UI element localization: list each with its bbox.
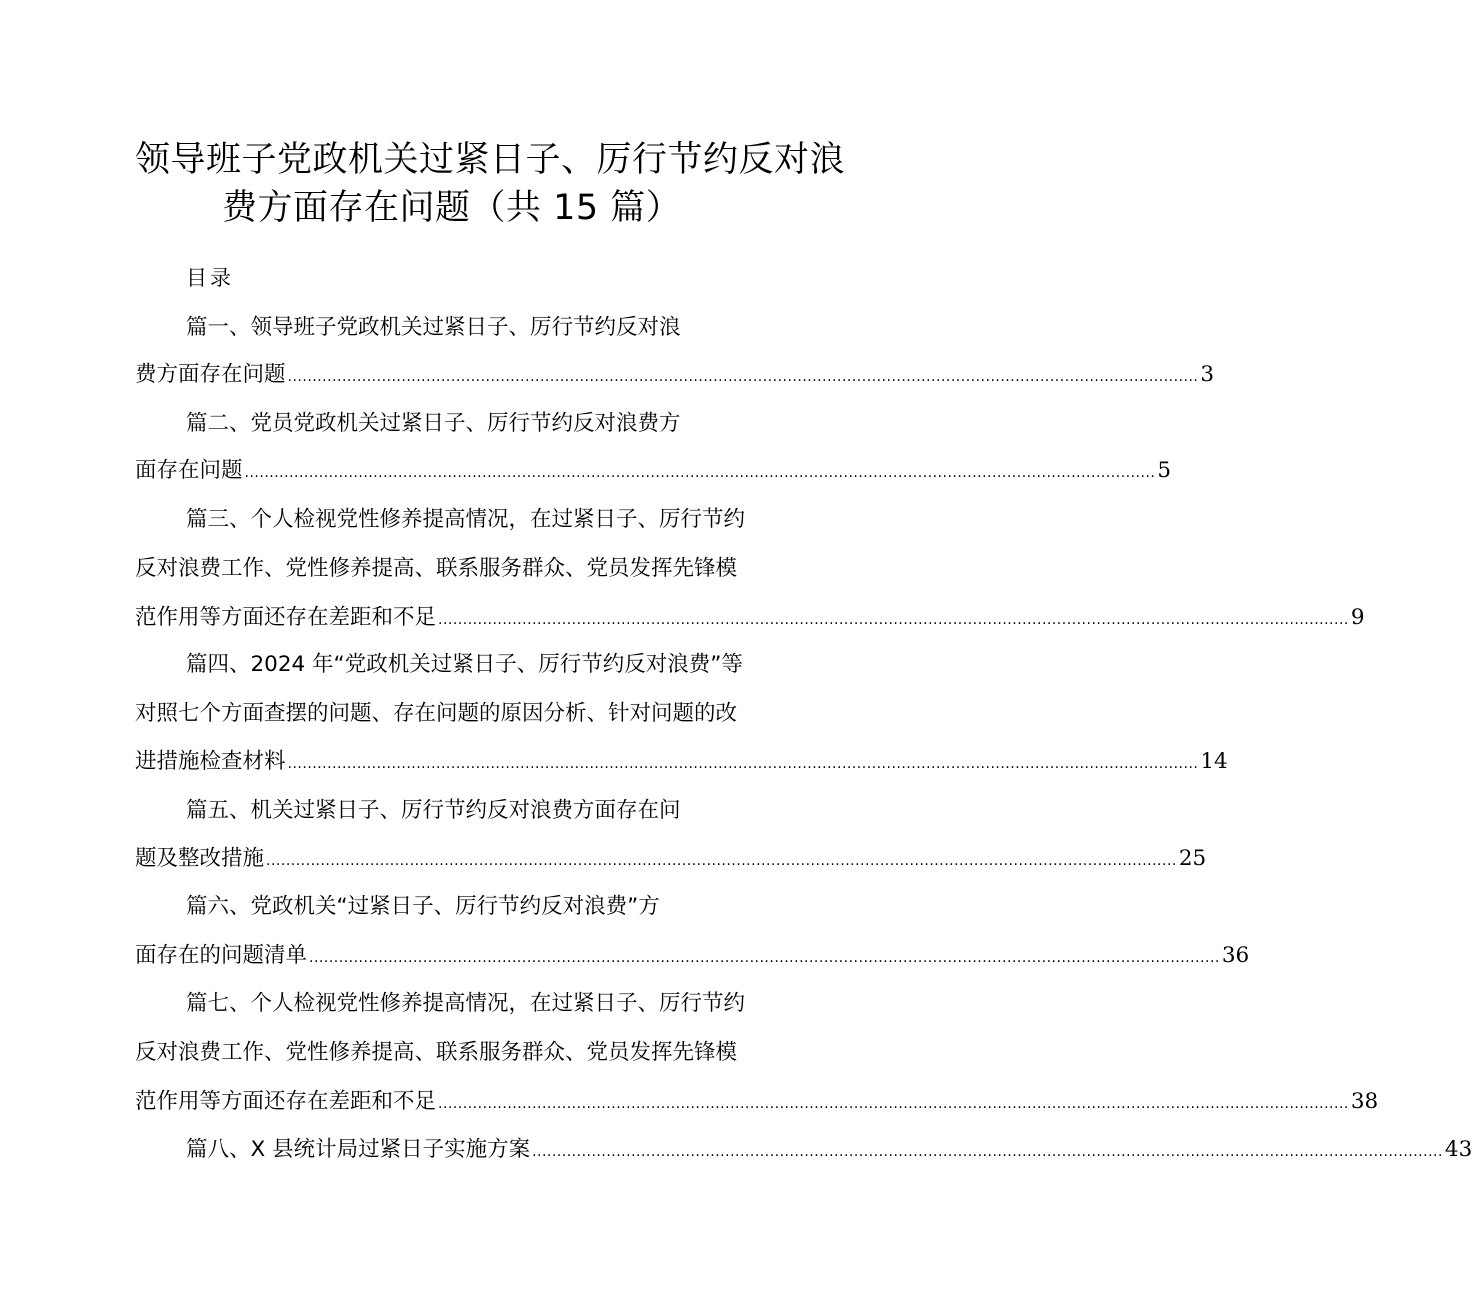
toc-page-number: 9 [1350, 605, 1365, 630]
toc-entry-text: 篇八、X 县统计局过紧日子实施方案 [186, 1137, 531, 1162]
toc-entry-4-line-2: 对照七个方面查摆的问题、存在问题的原因分析、针对问题的改 [135, 701, 738, 726]
toc-entry-5-line-1: 篇五、机关过紧日子、厉行节约反对浪费方面存在问 [186, 798, 681, 823]
toc-entry-text: 面存在的问题清单 [135, 943, 308, 968]
dot-leader: ........................................................................................................................................................................................ [532, 1144, 1443, 1160]
toc-page-number: 14 [1200, 749, 1228, 774]
document-title-line-1: 领导班子党政机关过紧日子、厉行节约反对浪 [135, 140, 846, 180]
toc-page-number: 43 [1444, 1137, 1472, 1162]
toc-entry-7-last-line[interactable] [135, 1088, 1379, 1118]
toc-entry-text: 题及整改措施 [135, 846, 265, 871]
dot-leader: ........................................................................................................................................................................................ [266, 853, 1177, 869]
dot-leader: ........................................................................................................................................................................................ [438, 1096, 1349, 1112]
toc-page-number: 3 [1200, 362, 1215, 387]
dot-leader: ........................................................................................................................................................................................ [287, 756, 1199, 772]
toc-entry-3-line-2: 反对浪费工作、党性修养提高、联系服务群众、党员发挥先锋模 [135, 556, 738, 581]
toc-entry-2-line-1: 篇二、党员党政机关过紧日子、厉行节约反对浪费方 [186, 411, 681, 436]
toc-entry-text: 面存在问题 [135, 458, 243, 483]
toc-entry-7-line-1: 篇七、个人检视党性修养提高情况，在过紧日子、厉行节约 [186, 991, 746, 1016]
toc-page-number: 36 [1221, 943, 1250, 968]
toc-page-number: 5 [1157, 458, 1172, 483]
toc-entry-1-last-line[interactable] [135, 361, 1215, 391]
toc-entry-8-last-line[interactable] [186, 1136, 1472, 1166]
toc-entry-1-line-1: 篇一、领导班子党政机关过紧日子、厉行节约反对浪 [186, 315, 681, 340]
toc-entry-3-last-line[interactable] [135, 604, 1365, 634]
toc-entry-6-last-line[interactable] [135, 942, 1250, 972]
toc-entry-7-line-2: 反对浪费工作、党性修养提高、联系服务群众、党员发挥先锋模 [135, 1040, 738, 1065]
document-title-line-2: 费方面存在问题（共 15 篇） [222, 188, 682, 228]
toc-page-number: 38 [1350, 1089, 1379, 1114]
toc-entry-text: 进措施检查材料 [135, 749, 286, 774]
toc-entry-3-line-1: 篇三、个人检视党性修养提高情况，在过紧日子、厉行节约 [186, 507, 746, 532]
toc-entry-text: 范作用等方面还存在差距和不足 [135, 605, 437, 630]
toc-entry-4-last-line[interactable] [135, 748, 1228, 778]
toc-heading: 目录 [186, 266, 234, 290]
toc-entry-6-line-1: 篇六、党政机关“过紧日子、厉行节约反对浪费”方 [186, 894, 660, 919]
dot-leader: ........................................................................................................................................................................................ [244, 465, 1156, 481]
toc-entry-5-last-line[interactable] [135, 845, 1207, 875]
dot-leader: ........................................................................................................................................................................................ [309, 950, 1220, 966]
toc-entry-4-line-1: 篇四、2024 年“党政机关过紧日子、厉行节约反对浪费”等 [186, 652, 743, 677]
toc-entry-text: 费方面存在问题 [135, 362, 286, 387]
dot-leader: ........................................................................................................................................................................................ [438, 612, 1349, 628]
toc-entry-2-last-line[interactable] [135, 457, 1172, 487]
toc-page-number: 25 [1178, 846, 1207, 871]
dot-leader: ........................................................................................................................................................................................ [287, 369, 1199, 385]
toc-entry-text: 范作用等方面还存在差距和不足 [135, 1089, 437, 1114]
